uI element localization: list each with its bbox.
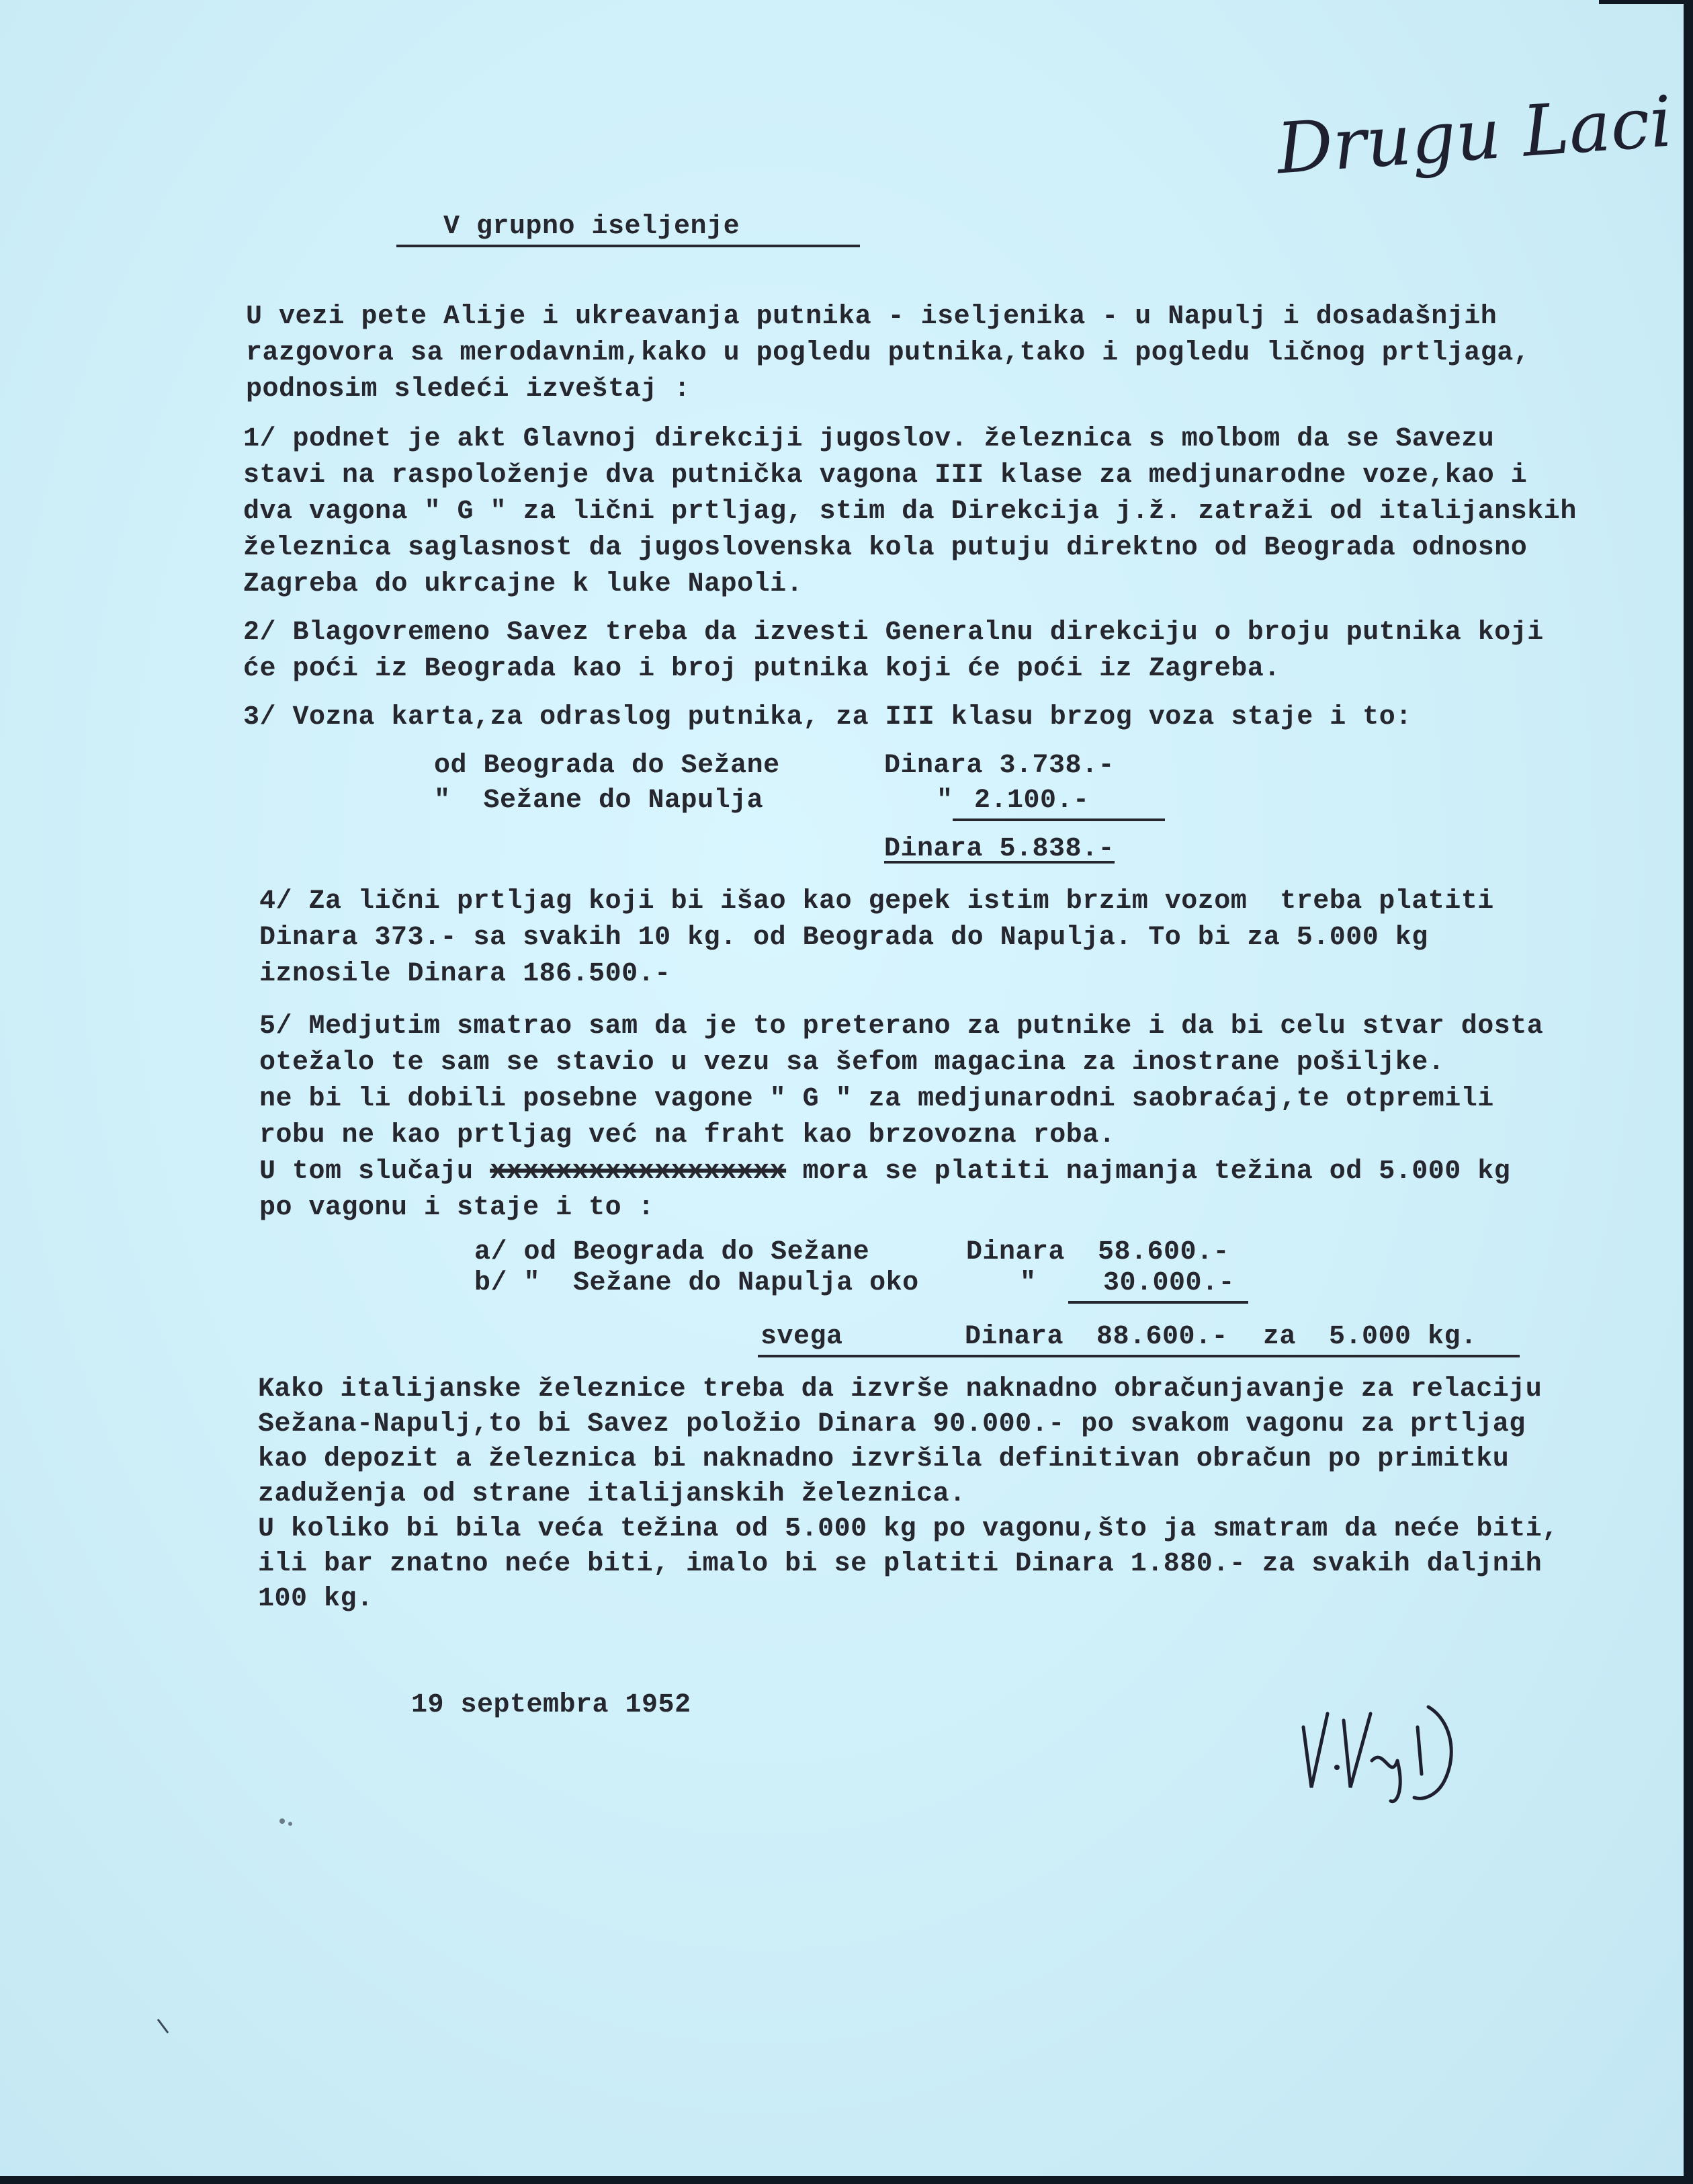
fare-amount-1: Dinara 3.738.- [884, 751, 1115, 781]
item-1-line: dva vagona " G " za lični prtljag, stim da Direkcija j.ž. zatraži od italijanskih [243, 497, 1577, 527]
closing-line: ili bar znatno neće biti, imalo bi se platiti Dinara 1.880.- za svakih daljnih [258, 1549, 1543, 1579]
wagon-total-label: svega [761, 1322, 843, 1352]
struck-line-end: mora se platiti najmanja težina od 5.000 kg [786, 1157, 1511, 1187]
closing-line: Sežana-Napulj,to bi Savez položio Dinara 90.000.- po svakom vagonu za prtljag [258, 1409, 1526, 1439]
item-4-line: Dinara 373.- sa svakih 10 kg. od Beograda do Napulja. To bi za 5.000 kg [259, 923, 1428, 953]
wagon-amount-a: Dinara 58.600.- [966, 1237, 1230, 1267]
scan-edge-bottom [0, 2176, 1693, 2184]
document-title: V grupno iseljenje [443, 212, 740, 242]
item-2-line: 2/ Blagovremeno Savez treba da izvesti Generalnu direkciju o broju putnika koji [243, 618, 1544, 648]
intro-line: U vezi pete Alije i ukreavanja putnika - iseljenika - u Napulj i dosadašnjih [246, 302, 1497, 332]
wagon-route-b: b/ " Sežane do Napulja oko [474, 1268, 919, 1298]
item-2-line: će poći iz Beograda kao i broj putnika koji će poći iz Zagreba. [243, 654, 1280, 684]
fare-ditto-2: " [937, 786, 953, 816]
struck-out-text: xxxxxxxxxxxxxxxxxx [490, 1157, 787, 1187]
item-1-line: stavi na raspoloženje dva putnička vagona III klase za medjunarodne voze,kao i [243, 460, 1528, 491]
signature [1297, 1687, 1471, 1808]
wagon-route-a: a/ od Beograda do Sežane [474, 1237, 870, 1267]
title-underline [396, 245, 860, 247]
fare-total: Dinara 5.838.- [884, 834, 1115, 864]
item-1-line: železnica saglasnost da jugoslovenska kola putuju direktno od Beograda odnosno [243, 533, 1528, 563]
closing-line: zaduženja od strane italijanskih železnica. [258, 1479, 966, 1509]
item-5-line: robu ne kao prtljag već na fraht kao brzovozna roba. [259, 1120, 1116, 1150]
scan-speck [275, 1814, 302, 1841]
item-5-line: 5/ Medjutim smatrao sam da je to preterano za putnike i da bi celu stvar dosta [259, 1011, 1544, 1042]
wagon-sum-rule [1068, 1301, 1248, 1304]
item-4-line: 4/ Za lični prtljag koji bi išao kao gepek istim brzim vozom treba platiti [259, 886, 1494, 917]
closing-line: U koliko bi bila veća težina od 5.000 kg po vagonu,što ja smatram da neće biti, [258, 1514, 1559, 1544]
scan-edge-top-right [1599, 0, 1693, 4]
fare-route-2: " Sežane do Napulja [434, 786, 764, 816]
item-1-line: 1/ podnet je akt Glavnoj direkciji jugoslov. železnica s molbom da se Savezu [243, 424, 1495, 454]
wagon-total-note: za 5.000 kg. [1263, 1322, 1477, 1352]
handwritten-note: Drugu Laci [1274, 80, 1675, 190]
item-5-line: otežalo te sam se stavio u vezu sa šefom magacina za inostrane pošiljke. [259, 1048, 1445, 1078]
wagon-ditto-b: " [1020, 1268, 1037, 1298]
wagon-amount-b: 30.000.- [1103, 1268, 1235, 1298]
item-5-struck-line [259, 1159, 1510, 1185]
scan-edge-right [1684, 0, 1693, 2184]
closing-line: Kako italijanske železnice treba da izvrše naknadno obračunjavanje za relaciju [258, 1374, 1543, 1404]
struck-line-start: U tom slučaju [259, 1157, 490, 1187]
item-3: 3/ Vozna karta,za odraslog putnika, za III klasu brzog voza staje i to: [243, 702, 1412, 732]
fare-amount-2: 2.100.- [974, 786, 1090, 816]
closing-line: 100 kg. [258, 1584, 374, 1614]
document-date: 19 septembra 1952 [411, 1690, 691, 1720]
closing-line: kao depozit a železnica bi naknadno izvršila definitivan obračun po primitku [258, 1444, 1510, 1474]
fare-sum-rule [953, 818, 1165, 821]
item-5-line: po vagonu i staje i to : [259, 1193, 655, 1223]
wagon-total-underline [758, 1355, 1520, 1357]
scan-speck-mark [155, 2016, 181, 2043]
intro-line: podnosim sledeći izveštaj : [246, 374, 691, 405]
wagon-total-amount: Dinara 88.600.- [965, 1322, 1229, 1352]
item-4-line: iznosile Dinara 186.500.- [259, 959, 671, 989]
fare-route-1: od Beograda do Sežane [434, 751, 780, 781]
item-5-line: ne bi li dobili posebne vagone " G " za medjunarodni saobraćaj,te otpremili [259, 1084, 1494, 1114]
intro-line: razgovora sa merodavnim,kako u pogledu putnika,tako i pogledu ličnog prtljaga, [246, 338, 1530, 368]
item-1-line: Zagreba do ukrcajne k luke Napoli. [243, 569, 804, 599]
